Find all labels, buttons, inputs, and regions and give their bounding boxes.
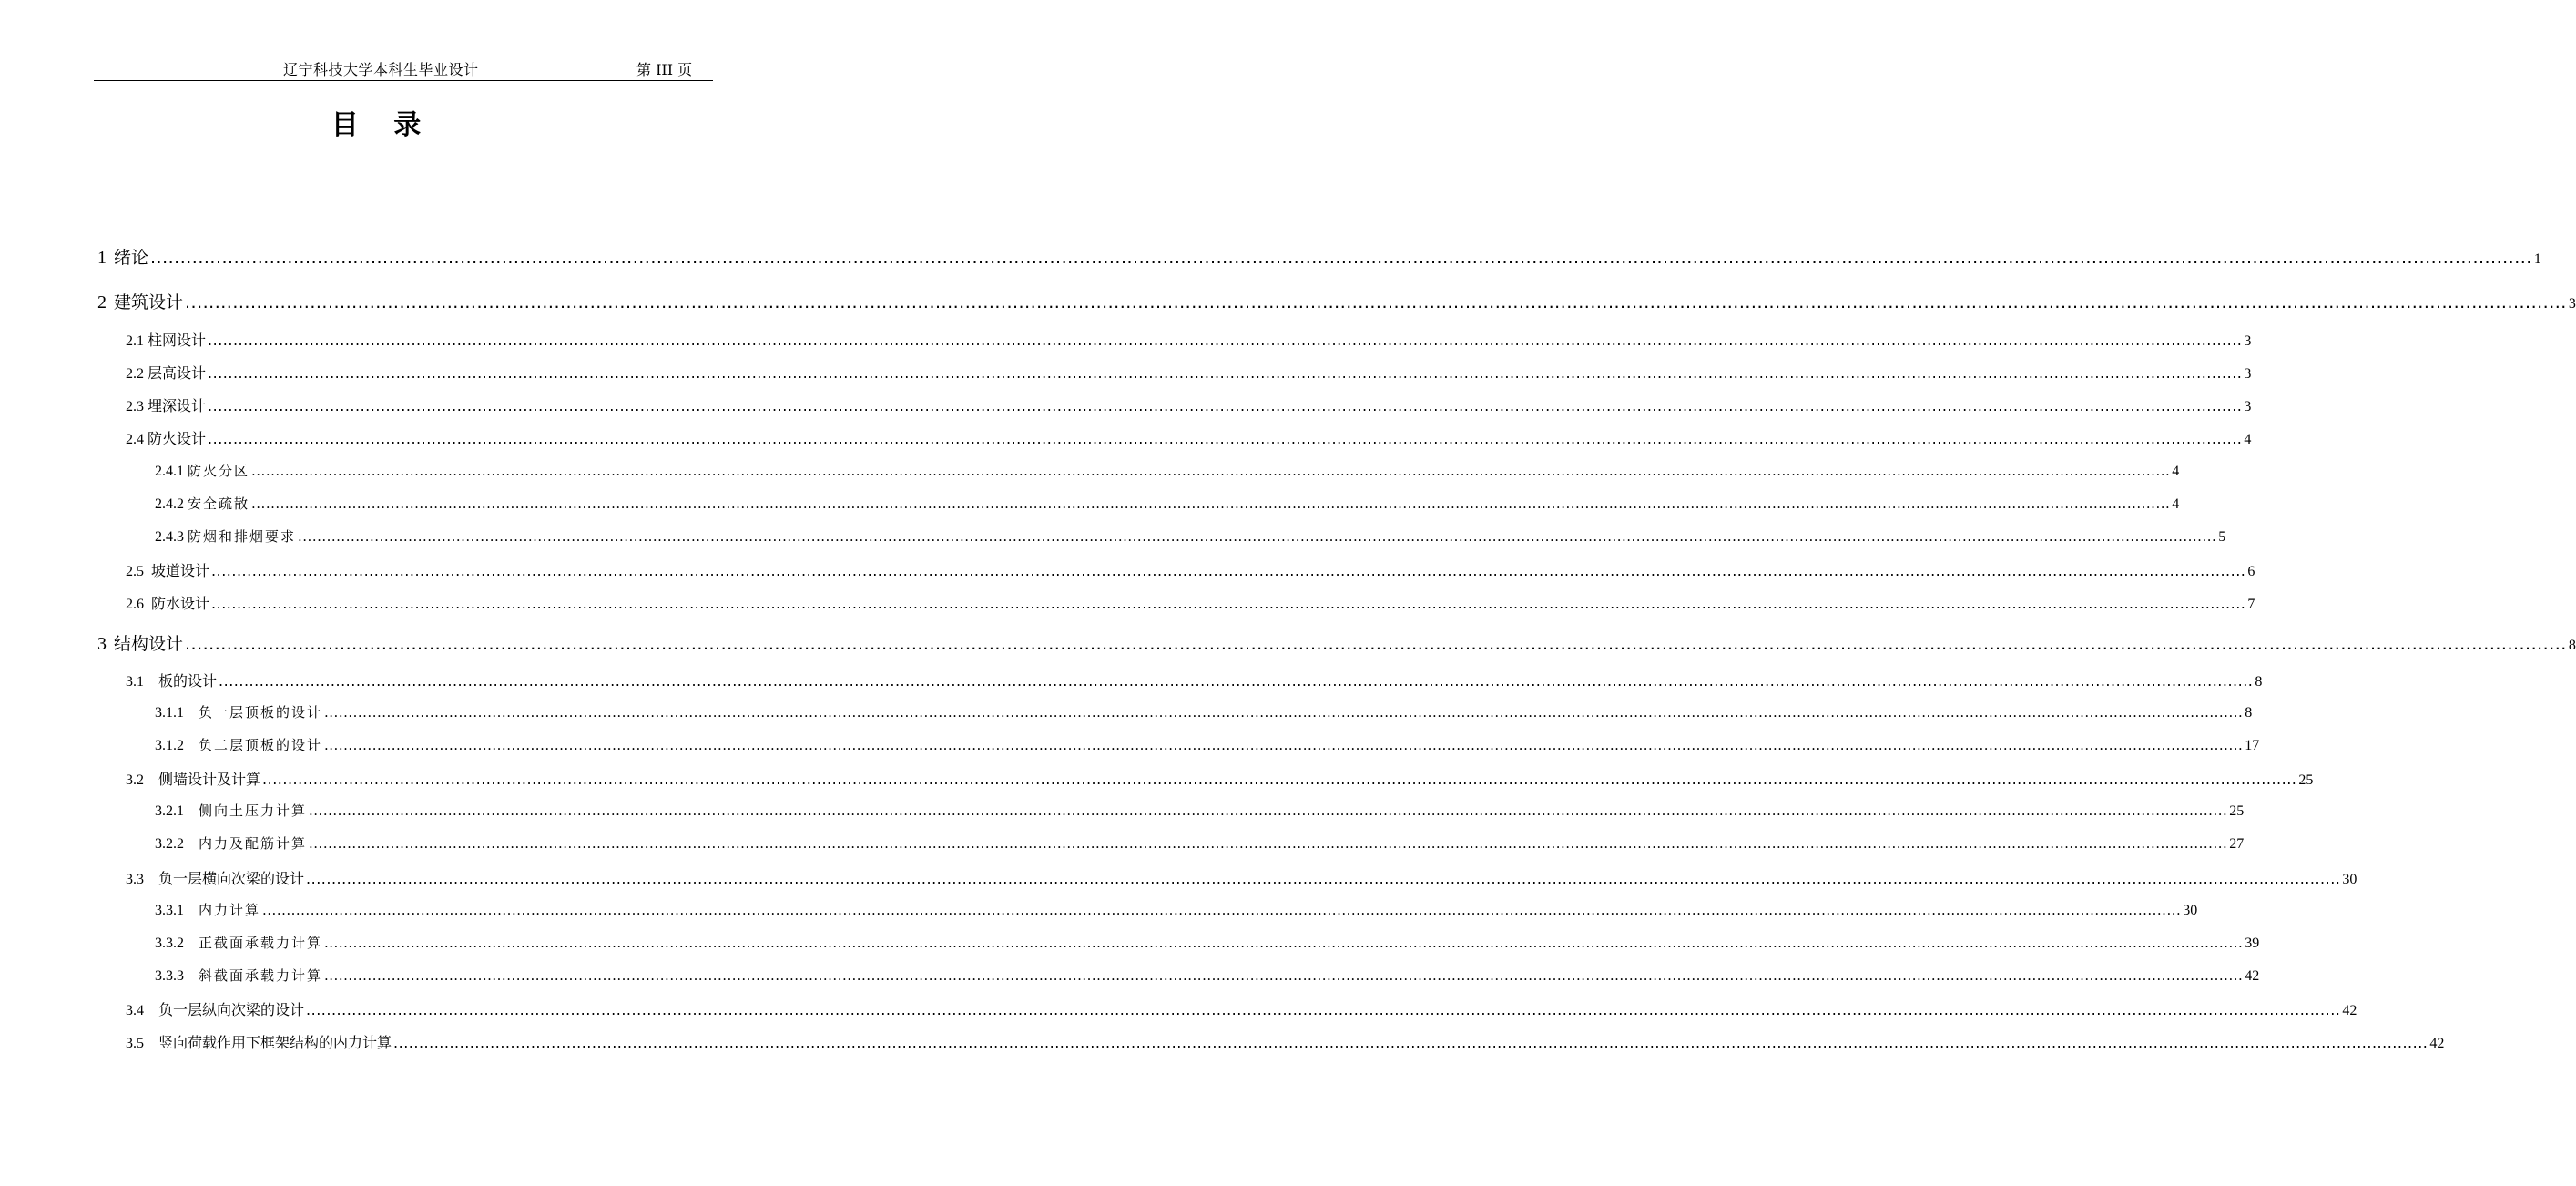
toc-number: 2.6	[126, 597, 151, 612]
toc-leader: ................................................................................................................................................................................................................................................................................................................................................................................................................	[208, 397, 2243, 414]
toc-leader: ................................................................................................................................................................................................................................................................................................................................................................................................................	[185, 292, 2567, 312]
toc-label: 负一层顶板的设计	[199, 704, 323, 721]
toc-page: 4	[2172, 464, 2180, 479]
toc-page: 7	[2247, 597, 2255, 612]
toc-label: 埋深设计	[148, 397, 207, 414]
toc-entry[interactable]	[155, 735, 2260, 754]
toc-page: 5	[2218, 529, 2226, 545]
toc-page: 8	[2245, 705, 2253, 721]
toc-label: 建筑设计	[114, 292, 184, 312]
toc-number: 3.2	[126, 772, 158, 788]
toc-entry[interactable]	[155, 900, 2198, 919]
page-header	[94, 58, 713, 82]
toc-entry[interactable]	[155, 527, 2226, 546]
toc-page: 39	[2245, 936, 2260, 951]
toc-entry[interactable]	[155, 801, 2245, 820]
toc-number: 3.1.2	[155, 738, 199, 753]
page-title: 目 录	[331, 109, 434, 141]
toc-label: 负一层横向次梁的设计	[158, 870, 305, 887]
toc-leader: ................................................................................................................................................................................................................................................................................................................................................................................................................	[309, 835, 2228, 852]
toc-label: 层高设计	[148, 364, 207, 382]
toc-page: 6	[2247, 564, 2255, 579]
toc-number: 2.4.3	[155, 529, 188, 545]
toc-page: 3	[2244, 399, 2252, 414]
toc-number: 2.1	[126, 333, 148, 349]
toc-page: 3	[2244, 333, 2252, 349]
toc-leader: ................................................................................................................................................................................................................................................................................................................................................................................................................	[324, 737, 2244, 753]
toc-number: 3.3.3	[155, 968, 199, 984]
toc-page: 30	[2183, 903, 2198, 918]
toc-leader: ................................................................................................................................................................................................................................................................................................................................................................................................................	[298, 528, 2217, 545]
toc-leader: ................................................................................................................................................................................................................................................................................................................................................................................................................	[251, 463, 2171, 479]
toc-leader: ................................................................................................................................................................................................................................................................................................................................................................................................................	[219, 672, 2254, 690]
toc-entry[interactable]	[155, 702, 2253, 721]
toc-entry[interactable]	[126, 394, 2252, 415]
toc-entry[interactable]	[126, 329, 2252, 350]
toc-entry[interactable]	[126, 427, 2252, 448]
toc-page: 3	[2244, 366, 2252, 382]
toc-label: 侧墙设计及计算	[158, 771, 261, 788]
toc-label: 防火分区	[188, 463, 250, 479]
toc-page: 1	[2533, 251, 2541, 267]
toc-entry[interactable]	[126, 592, 2255, 613]
toc-page: 4	[2244, 432, 2252, 447]
toc-entry[interactable]	[126, 1031, 2445, 1052]
toc-number: 3.3.2	[155, 936, 199, 951]
toc-entry[interactable]	[155, 833, 2245, 853]
toc-number: 3.3.1	[155, 903, 199, 918]
toc-page: 25	[2298, 772, 2314, 788]
toc-number: 3.2.1	[155, 803, 199, 819]
toc-leader: ................................................................................................................................................................................................................................................................................................................................................................................................................	[208, 430, 2243, 447]
toc-number: 1	[97, 248, 111, 268]
toc-leader: ................................................................................................................................................................................................................................................................................................................................................................................................................	[208, 364, 2243, 382]
toc-leader: ................................................................................................................................................................................................................................................................................................................................................................................................................	[150, 248, 2532, 268]
toc-label: 结构设计	[114, 634, 184, 654]
toc-label: 内力计算	[199, 902, 261, 918]
toc-number: 3.1.1	[155, 705, 199, 721]
toc-entry[interactable]	[126, 362, 2252, 383]
toc-entry[interactable]	[126, 768, 2314, 789]
toc-label: 安全疏散	[188, 496, 250, 512]
toc-label: 侧向土压力计算	[199, 803, 308, 819]
toc-label: 负一层纵向次梁的设计	[158, 1001, 305, 1018]
toc-number: 2.4.2	[155, 496, 188, 512]
toc-number: 2.2	[126, 366, 148, 382]
toc-label: 正截面承载力计算	[199, 935, 323, 951]
toc-leader: ................................................................................................................................................................................................................................................................................................................................................................................................................	[324, 935, 2244, 951]
toc-page: 4	[2172, 496, 2180, 512]
toc-leader: ................................................................................................................................................................................................................................................................................................................................................................................................................	[324, 704, 2244, 721]
toc-entry[interactable]	[126, 559, 2255, 580]
toc-leader: ................................................................................................................................................................................................................................................................................................................................................................................................................	[262, 902, 2182, 918]
toc-label: 柱网设计	[148, 332, 207, 349]
toc-label: 防水设计	[151, 595, 210, 612]
toc-number: 3.1	[126, 674, 158, 690]
toc-leader: ................................................................................................................................................................................................................................................................................................................................................................................................................	[306, 1001, 2341, 1018]
toc-page: 25	[2229, 803, 2245, 819]
header-page-number: 第 III 页	[636, 61, 693, 78]
toc-number: 3.3	[126, 872, 158, 887]
toc-label: 防火设计	[148, 430, 207, 447]
toc-label: 竖向荷载作用下框架结构的内力计算	[158, 1034, 392, 1051]
toc-page: 3	[2568, 296, 2576, 312]
toc-number: 3	[97, 634, 111, 654]
toc-number: 3.2.2	[155, 836, 199, 852]
toc-number: 2.4	[126, 432, 148, 447]
toc-page: 42	[2342, 1003, 2357, 1018]
toc-leader: ................................................................................................................................................................................................................................................................................................................................................................................................................	[211, 562, 2246, 579]
toc-label: 防烟和排烟要求	[188, 528, 297, 545]
toc-number: 2.3	[126, 399, 148, 414]
toc-label: 坡道设计	[151, 562, 210, 579]
toc-leader: ................................................................................................................................................................................................................................................................................................................................................................................................................	[208, 332, 2243, 349]
toc-page: 8	[2255, 674, 2263, 690]
toc-entry[interactable]	[155, 494, 2180, 513]
header-rule	[94, 80, 713, 81]
toc-entry[interactable]	[97, 289, 2576, 313]
toc-leader: ................................................................................................................................................................................................................................................................................................................................................................................................................	[309, 803, 2228, 819]
toc-leader: ................................................................................................................................................................................................................................................................................................................................................................................................................	[211, 595, 2246, 612]
toc-entry[interactable]	[155, 461, 2180, 480]
toc-entry[interactable]	[126, 998, 2357, 1019]
toc-page: 27	[2229, 836, 2245, 852]
toc-entry[interactable]	[97, 244, 2541, 269]
toc-leader: ................................................................................................................................................................................................................................................................................................................................................................................................................	[306, 870, 2341, 887]
toc-number: 2	[97, 292, 111, 312]
toc-number: 3.5	[126, 1036, 158, 1051]
toc-label: 板的设计	[158, 672, 218, 690]
toc-leader: ................................................................................................................................................................................................................................................................................................................................................................................................................	[251, 496, 2171, 512]
toc-leader: ................................................................................................................................................................................................................................................................................................................................................................................................................	[185, 634, 2567, 654]
toc-entry[interactable]	[97, 630, 2576, 655]
toc-page: 30	[2342, 872, 2357, 887]
toc-page: 42	[2429, 1036, 2445, 1051]
toc-leader: ................................................................................................................................................................................................................................................................................................................................................................................................................	[262, 771, 2297, 788]
header-school: 辽宁科技大学本科生毕业设计	[283, 61, 479, 78]
toc-leader: ................................................................................................................................................................................................................................................................................................................................................................................................................	[393, 1034, 2428, 1051]
toc-entry[interactable]	[126, 867, 2357, 888]
toc-entry[interactable]	[155, 933, 2260, 952]
toc-page: 8	[2568, 638, 2576, 653]
toc-number: 2.4.1	[155, 464, 188, 479]
toc-number: 2.5	[126, 564, 151, 579]
toc-page: 17	[2245, 738, 2260, 753]
toc-label: 负二层顶板的设计	[199, 737, 323, 753]
toc-entry[interactable]	[126, 670, 2263, 690]
toc-label: 内力及配筋计算	[199, 835, 308, 852]
toc-entry[interactable]	[155, 966, 2260, 985]
toc-leader: ................................................................................................................................................................................................................................................................................................................................................................................................................	[324, 967, 2244, 984]
toc-label: 斜截面承载力计算	[199, 967, 323, 984]
toc-page: 42	[2245, 968, 2260, 984]
toc-number: 3.4	[126, 1003, 158, 1018]
toc-label: 绪论	[114, 248, 149, 268]
